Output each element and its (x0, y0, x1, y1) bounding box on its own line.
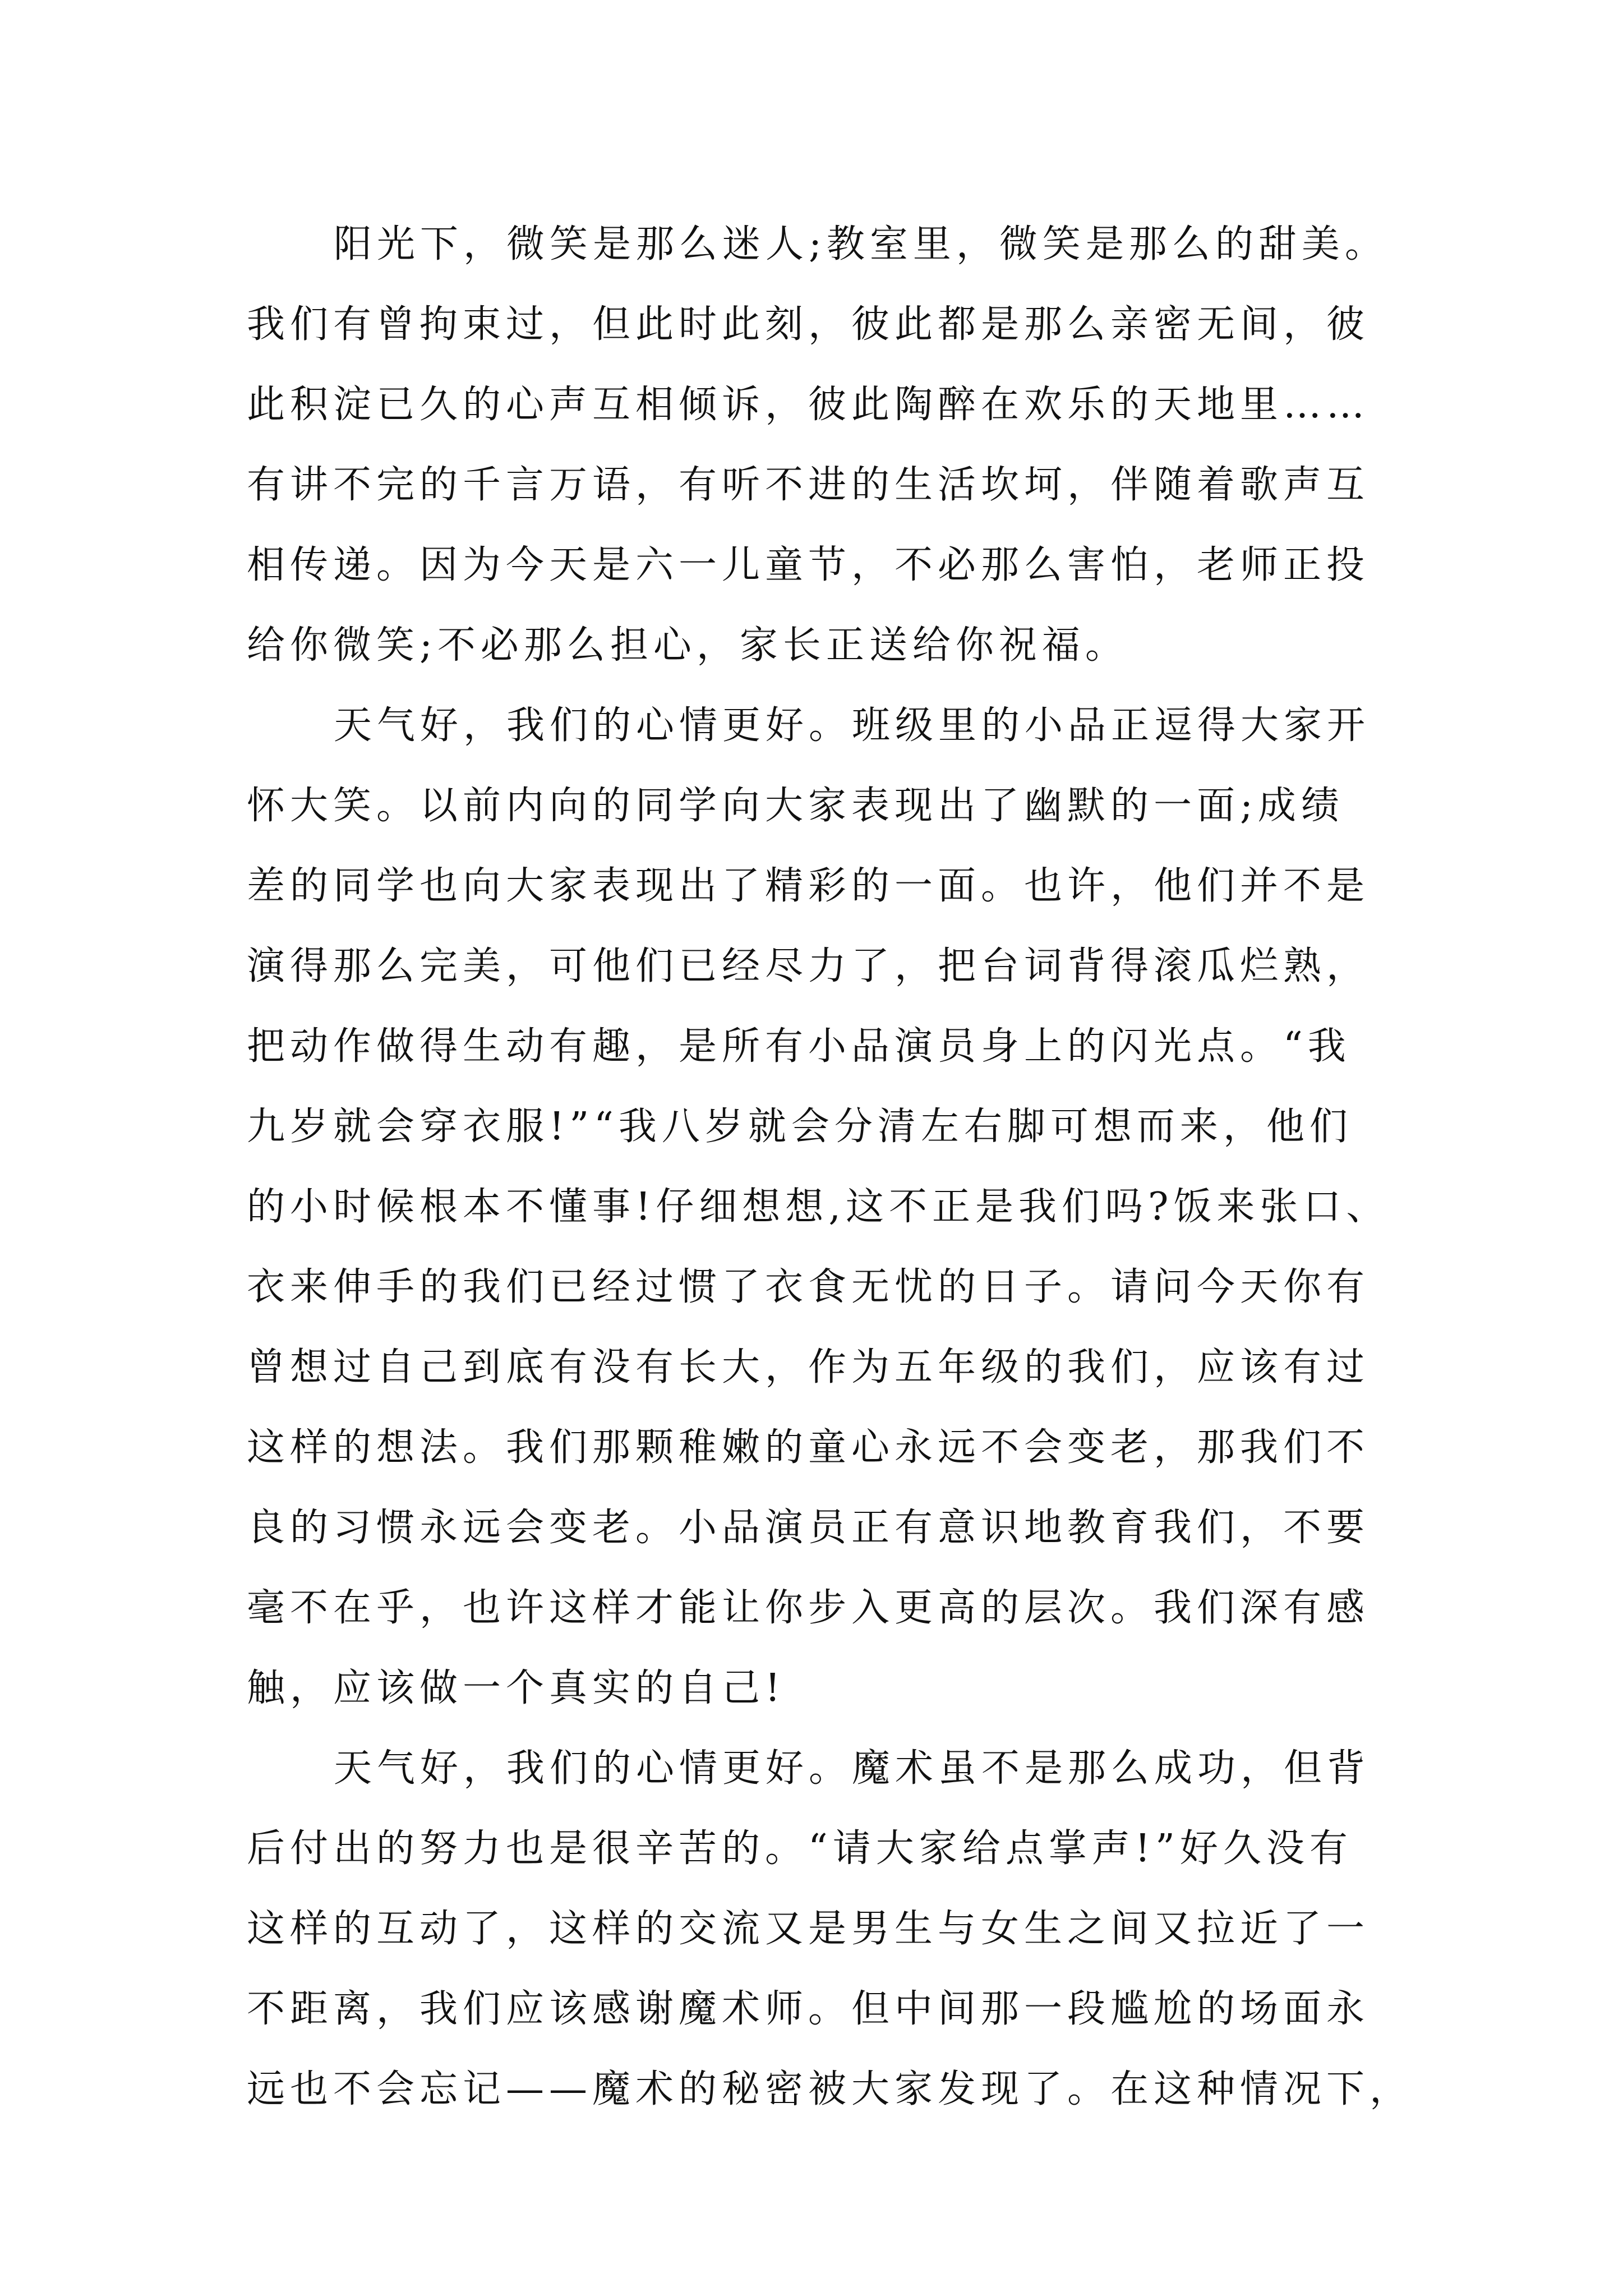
text-line: 后付出的努力也是很辛苦的。“请大家给点掌声!”好久没有 (247, 1826, 1353, 1871)
text-line: 我们有曾拘束过，但此时此刻，彼此都是那么亲密无间，彼 (247, 302, 1370, 347)
text-line: 远也不会忘记——魔术的秘密被大家发现了。在这种情况下， (247, 2067, 1413, 2111)
text-line: 给你微笑;不必那么担心，家长正送给你祝福。 (247, 623, 1128, 668)
text-line: 此积淀已久的心声互相倾诉，彼此陶醉在欢乐的天地里…… (247, 383, 1370, 427)
paragraph-2 (247, 682, 1396, 1725)
text-line: 的小时候根本不懂事!仔细想想,这不正是我们吗?饭来张口、 (247, 1185, 1390, 1229)
text-line: 毫不在乎，也许这样才能让你步入更高的层次。我们深有感 (247, 1586, 1370, 1630)
text-line: 衣来伸手的我们已经过惯了衣食无忧的日子。请问今天你有 (247, 1265, 1370, 1309)
document-body (247, 201, 1413, 2126)
text-line: 天气好，我们的心情更好。班级里的小品正逗得大家开 (334, 703, 1371, 748)
text-line: 这样的互动了，这样的交流又是男生与女生之间又拉近了一 (247, 1907, 1370, 1951)
text-line: 演得那么完美，可他们已经尽力了，把台词背得滚瓜烂熟， (247, 944, 1370, 988)
paragraph-1 (247, 201, 1396, 682)
text-line: 触，应该做一个真实的自己! (247, 1666, 786, 1710)
text-line: 把动作做得生动有趣，是所有小品演员身上的闪光点。“我 (247, 1024, 1351, 1069)
text-line: 曾想过自己到底有没有长大，作为五年级的我们，应该有过 (247, 1345, 1370, 1389)
text-line: 有讲不完的千言万语，有听不进的生活坎坷，伴随着歌声互 (247, 463, 1370, 507)
text-line: 相传递。因为今天是六一儿童节，不必那么害怕，老师正投 (247, 543, 1370, 587)
text-line: 阳光下，微笑是那么迷人;教室里，微笑是那么的甜美。 (334, 222, 1388, 266)
text-line: 这样的想法。我们那颗稚嫩的童心永远不会变老，那我们不 (247, 1425, 1370, 1470)
paragraph-3 (247, 1725, 1413, 2126)
text-line: 不距离，我们应该感谢魔术师。但中间那一段尴尬的场面永 (247, 1987, 1370, 2031)
text-line: 良的习惯永远会变老。小品演员正有意识地教育我们，不要 (247, 1506, 1370, 1550)
text-line: 怀大笑。以前内向的同学向大家表现出了幽默的一面;成绩 (247, 784, 1344, 828)
text-line: 差的同学也向大家表现出了精彩的一面。也许，他们并不是 (247, 864, 1370, 908)
text-line: 九岁就会穿衣服!”“我八岁就会分清左右脚可想而来，他们 (247, 1105, 1353, 1149)
text-line: 天气好，我们的心情更好。魔术虽不是那么成功，但背 (334, 1746, 1371, 1791)
